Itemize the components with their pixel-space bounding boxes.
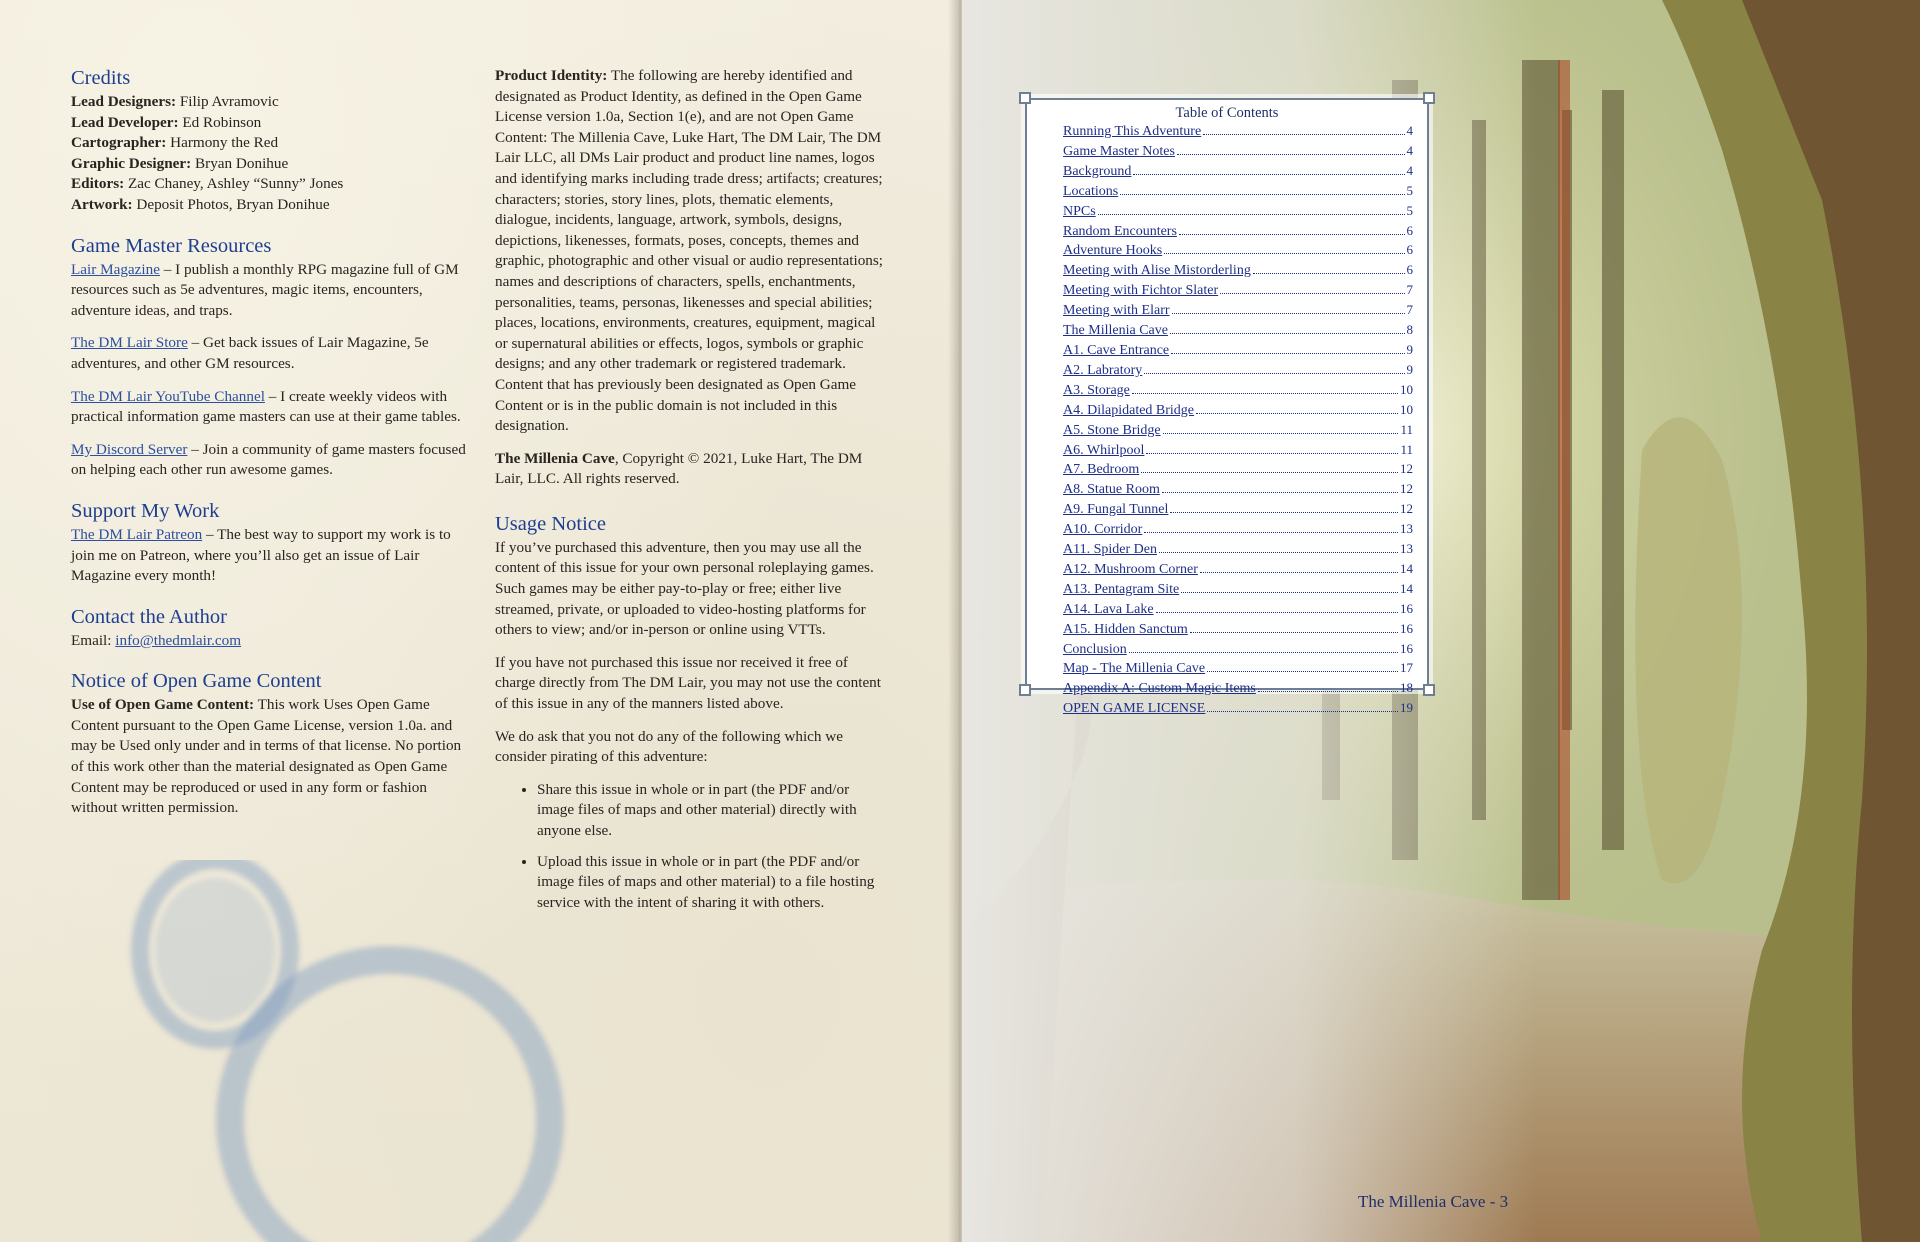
toc-leader-dots [1156,612,1398,613]
toc-item[interactable] [1063,620,1413,640]
toc-item-label[interactable]: A11. Spider Den [1063,542,1157,558]
toc-item-label[interactable]: Running This Adventure [1063,124,1202,139]
toc-item-page: 6 [1406,262,1413,278]
toc-item-label[interactable]: Meeting with Elarr [1063,303,1170,319]
usage-bullet: • Share this issue in whole or in part (the PDF and/or image files of maps and other material) directly with anyone else. [537,780,890,842]
toc-leader-dots [1144,373,1404,374]
toc-leader-dots [1200,572,1398,573]
toc-leader-dots [1207,711,1398,712]
toc-leader-dots [1203,134,1404,135]
toc-item-label[interactable]: A3. Storage [1063,382,1130,398]
toc-item-page: 16 [1400,640,1413,656]
toc-item-label[interactable]: A2. Labratory [1063,362,1143,378]
toc-item-page: 13 [1400,541,1413,557]
toc-item-page: 6 [1406,242,1413,258]
toc-leader-dots [1170,333,1405,334]
toc-item-label[interactable]: Adventure Hooks [1063,243,1163,259]
frame-corner [1423,92,1435,104]
toc-item-label[interactable]: OPEN GAME LICENSE [1063,701,1206,717]
toc-item-page: 11 [1400,441,1413,457]
toc-leader-dots [1171,353,1404,354]
toc-item[interactable] [1063,640,1413,660]
lair-magazine-link[interactable]: Lair Magazine [71,260,160,278]
toc-item[interactable] [1063,600,1413,620]
toc-item-page: 10 [1400,401,1413,417]
resource-paragraph: The DM Lair YouTube Channel – I create weekly videos with practical information game masters can use at their game tables. [71,387,461,426]
toc-item-page: 14 [1400,580,1413,596]
toc-item-label[interactable]: A4. Dilapidated Bridge [1063,402,1195,418]
toc-item[interactable] [1063,301,1413,321]
credits-row: Lead Developer: Ed Robinson [71,113,262,131]
resource-paragraph: My Discord Server – Join a community of game masters focused on helping each other run awesome games. [71,440,466,479]
toc-item-label[interactable]: A9. Fungal Tunnel [1063,502,1169,518]
toc-item-page: 7 [1406,302,1413,318]
usage-heading: Usage Notice [495,512,606,535]
toc-leader-dots [1146,453,1398,454]
toc-item-label[interactable]: Map - The Millenia Cave [1063,661,1206,677]
toc-item[interactable] [1063,321,1413,341]
toc-item[interactable] [1063,699,1413,719]
toc-item[interactable] [1063,659,1413,679]
toc-item[interactable] [1063,540,1413,560]
toc-leader-dots [1098,214,1405,215]
toc-item-page: 17 [1400,660,1413,676]
page-footer: The Millenia Cave - 3 [1358,1192,1509,1211]
ogc-notice-heading: Notice of Open Game Content [71,670,322,693]
resource-paragraph: The DM Lair Store – Get back issues of Lair Magazine, 5e adventures, and other GM resources. [71,334,429,372]
toc-item[interactable] [1063,500,1413,520]
frame-corner [1423,684,1435,696]
toc-leader-dots [1141,472,1398,473]
toc-leader-dots [1129,652,1398,653]
toc-item-label[interactable]: A10. Corridor [1063,522,1143,538]
toc-item-page: 11 [1400,421,1413,437]
toc-item-label[interactable]: A15. Hidden Sanctum [1063,621,1188,637]
toc-item-page: 5 [1406,182,1413,198]
toc-item-label[interactable]: NPCs [1063,203,1096,219]
toc-item[interactable] [1063,679,1413,699]
toc-item-label[interactable]: A1. Cave Entrance [1063,342,1170,358]
toc-item-label[interactable]: A7. Bedroom [1063,462,1140,478]
toc-leader-dots [1133,174,1404,175]
toc-item-label[interactable]: A5. Stone Bridge [1063,422,1161,438]
toc-leader-dots [1220,293,1404,294]
toc-item-page: 7 [1406,282,1413,298]
toc-item[interactable] [1063,441,1413,461]
toc-leader-dots [1190,632,1398,633]
toc-item[interactable] [1063,580,1413,600]
toc-item-label[interactable]: Game Master Notes [1063,143,1175,159]
copyright-paragraph: The Millenia Cave, Copyright © 2021, Luke Hart, The DM Lair, LLC. All rights reserved. [495,449,863,488]
toc-leader-dots [1159,552,1398,553]
table-of-contents [1025,98,1429,717]
left-column [71,66,471,837]
credits-row: Lead Designers: Filip Avramovic [71,93,279,110]
toc-item[interactable] [1063,122,1413,142]
contact-heading: Contact the Author [71,605,228,628]
credits-row: Editors: Zac Chaney, Ashley “Sunny” Jones [71,175,344,193]
toc-item-label[interactable]: The Millenia Cave [1063,323,1168,339]
toc-item[interactable] [1063,182,1413,202]
support-paragraph: The DM Lair Patreon – The best way to support my work is to join me on Patreon, where you’ll also get an issue of Lair Magazine every month! [71,525,451,585]
toc-item-page: 14 [1400,560,1413,576]
credits-row: Artwork: Deposit Photos, Bryan Donihue [71,195,330,213]
toc-item-label[interactable]: A12. Mushroom Corner [1063,561,1198,577]
toc-item-page: 19 [1400,700,1413,716]
toc-item[interactable] [1063,480,1413,500]
gm-resources-heading: Game Master Resources [71,234,272,257]
toc-item[interactable] [1063,241,1413,261]
toc-item-page: 12 [1400,461,1413,477]
toc-item[interactable] [1063,361,1413,381]
toc-item-label[interactable]: Random Encounters [1063,223,1177,239]
toc-leader-dots [1181,592,1398,593]
discord-server-link[interactable]: My Discord Server [71,440,188,458]
gm-resources-section [71,234,471,481]
toc-item-page: 10 [1400,381,1413,397]
toc-item[interactable] [1063,381,1413,401]
toc-item[interactable] [1063,222,1413,242]
toc-item[interactable] [1063,460,1413,480]
youtube-channel-link[interactable]: The DM Lair YouTube Channel [71,387,265,405]
support-heading: Support My Work [71,499,220,522]
toc-leader-dots [1170,512,1398,513]
toc-leader-dots [1258,691,1398,692]
toc-leader-dots [1162,492,1398,493]
toc-item-page: 9 [1406,341,1413,357]
toc-item-page: 4 [1406,162,1413,178]
ogc-notice-paragraph: Use of Open Game Content: This work Uses Open Game Content pursuant to the Open Game License, version 1.0a. and may be Used only under and in terms of that license. No portion of this work other than the material designated as Open Game Content may be reproduced or used in any form or fashion without written permission. [71,696,462,817]
toc-leader-dots [1163,433,1399,434]
frame-corner [1019,92,1031,104]
toc-item-page: 12 [1400,501,1413,517]
toc-item-label[interactable]: Background [1063,163,1132,179]
right-column [495,66,890,923]
credits-section [71,66,471,216]
toc-item-label[interactable]: Meeting with Alise Mistorderling [1063,263,1251,279]
credits-row: Graphic Designer: Bryan Donihue [71,154,289,172]
toc-item-page: 18 [1400,680,1413,696]
email-link[interactable]: info@thedmlair.com [115,631,242,649]
credits-heading: Credits [71,67,131,89]
toc-item[interactable] [1063,520,1413,540]
toc-item-page: 16 [1400,620,1413,636]
toc-leader-dots [1164,253,1404,254]
toc-item-label[interactable]: Conclusion [1063,641,1127,657]
credits-row: Cartographer: Harmony the Red [71,134,279,152]
contact-email-row: Email: info@thedmlair.com [71,631,242,649]
toc-item[interactable] [1063,162,1413,182]
resource-paragraph: Lair Magazine – I publish a monthly RPG magazine full of GM resources such as 5e adventures, magic items, encounters, adventure ideas, and traps. [71,260,459,319]
dm-lair-store-link[interactable]: The DM Lair Store [71,334,188,352]
toc-item-page: 16 [1400,600,1413,616]
toc-leader-dots [1144,532,1398,533]
toc-item-page: 13 [1400,521,1413,537]
contact-section [71,605,471,652]
toc-item[interactable] [1063,142,1413,162]
toc-item[interactable] [1063,401,1413,421]
toc-item-label[interactable]: Appendix A: Custom Magic Items [1063,681,1256,697]
toc-leader-dots [1177,154,1405,155]
toc-item-page: 5 [1406,202,1413,218]
toc-item-label[interactable]: A8. Statue Room [1063,482,1160,498]
toc-leader-dots [1207,671,1398,672]
toc-item-label[interactable]: Meeting with Fichtor Slater [1063,283,1219,299]
toc-leader-dots [1253,273,1405,274]
toc-item[interactable] [1063,281,1413,301]
patreon-link[interactable]: The DM Lair Patreon [71,525,203,543]
toc-item-label[interactable]: A6. Whirlpool [1063,442,1145,458]
usage-bullet: • Upload this issue in whole or in part (the PDF and/or image files of maps and other material) to a file hosting service with the intent of sharing it with others. [537,852,890,914]
toc-item[interactable] [1063,261,1413,281]
toc-item-page: 4 [1406,142,1413,158]
ogc-notice-section [71,669,471,819]
toc-item-page: 12 [1400,481,1413,497]
usage-paragraph: If you have not purchased this issue nor received it free of charge directly from The DM Lair, you may not use the content of this issue in any of the manners listed above. [495,653,881,713]
toc-leader-dots [1179,234,1405,235]
usage-bullet-list [495,780,890,914]
usage-paragraph: If you’ve purchased this adventure, then you may use all the content of this issue for your own personal roleplaying games. Such games may be either pay-to-play or free; either live streamed, private, or uploaded to video-hosting platforms for others to view; and/or in-person or online using VTTs. [495,538,874,639]
toc-item-page: 8 [1406,322,1413,338]
toc-item-page: 4 [1406,123,1413,138]
toc-leader-dots [1172,313,1405,314]
toc-item-label[interactable]: A13. Pentagram Site [1063,581,1180,597]
product-identity-paragraph: Product Identity: The following are hereby identified and designated as Product Identity, as defined in the Open Game License version 1.0a, Section 1(e), and are not Open Game Content: The Millenia Cave, Luke Hart, The DM Lair, The DM Lair LLC, all DMs Lair product and product line names, logos and identifying marks including trade dress; artifacts; creatures; characters; stories, story lines, plots, thematic elements, dialogue, incidents, language, artwork, symbols, designs, depictions, likenesses, formats, poses, concepts, themes and graphic, photographic and other visual or audio representations; names and descriptions of characters, spells, enchantments, personalities, teams, personas, likenesses and special abilities; places, locations, environments, creatures, equipment, magical or supernatural abilities or effects, logos, symbols or graphic designs; and any other trademark or registered trademark. Content that has previously been designated as Open Game Content or is in the public domain is not included in this designation. [495,67,884,435]
toc-item-page: 9 [1406,361,1413,377]
support-section [71,499,471,587]
toc-item-label[interactable]: A14. Lava Lake [1063,601,1154,617]
toc-title: Table of Contents [1175,105,1279,121]
frame-corner [1019,684,1031,696]
toc-leader-dots [1120,194,1404,195]
toc-item-page: 6 [1406,222,1413,238]
toc-leader-dots [1132,393,1398,394]
toc-item[interactable] [1063,341,1413,361]
toc-item-label[interactable]: Locations [1063,183,1119,199]
toc-item[interactable] [1063,421,1413,441]
toc-item[interactable] [1063,560,1413,580]
toc-list [1027,122,1427,719]
usage-paragraph: We do ask that you not do any of the following which we consider pirating of this adventure: [495,727,844,766]
toc-leader-dots [1196,413,1398,414]
toc-item[interactable] [1063,202,1413,222]
